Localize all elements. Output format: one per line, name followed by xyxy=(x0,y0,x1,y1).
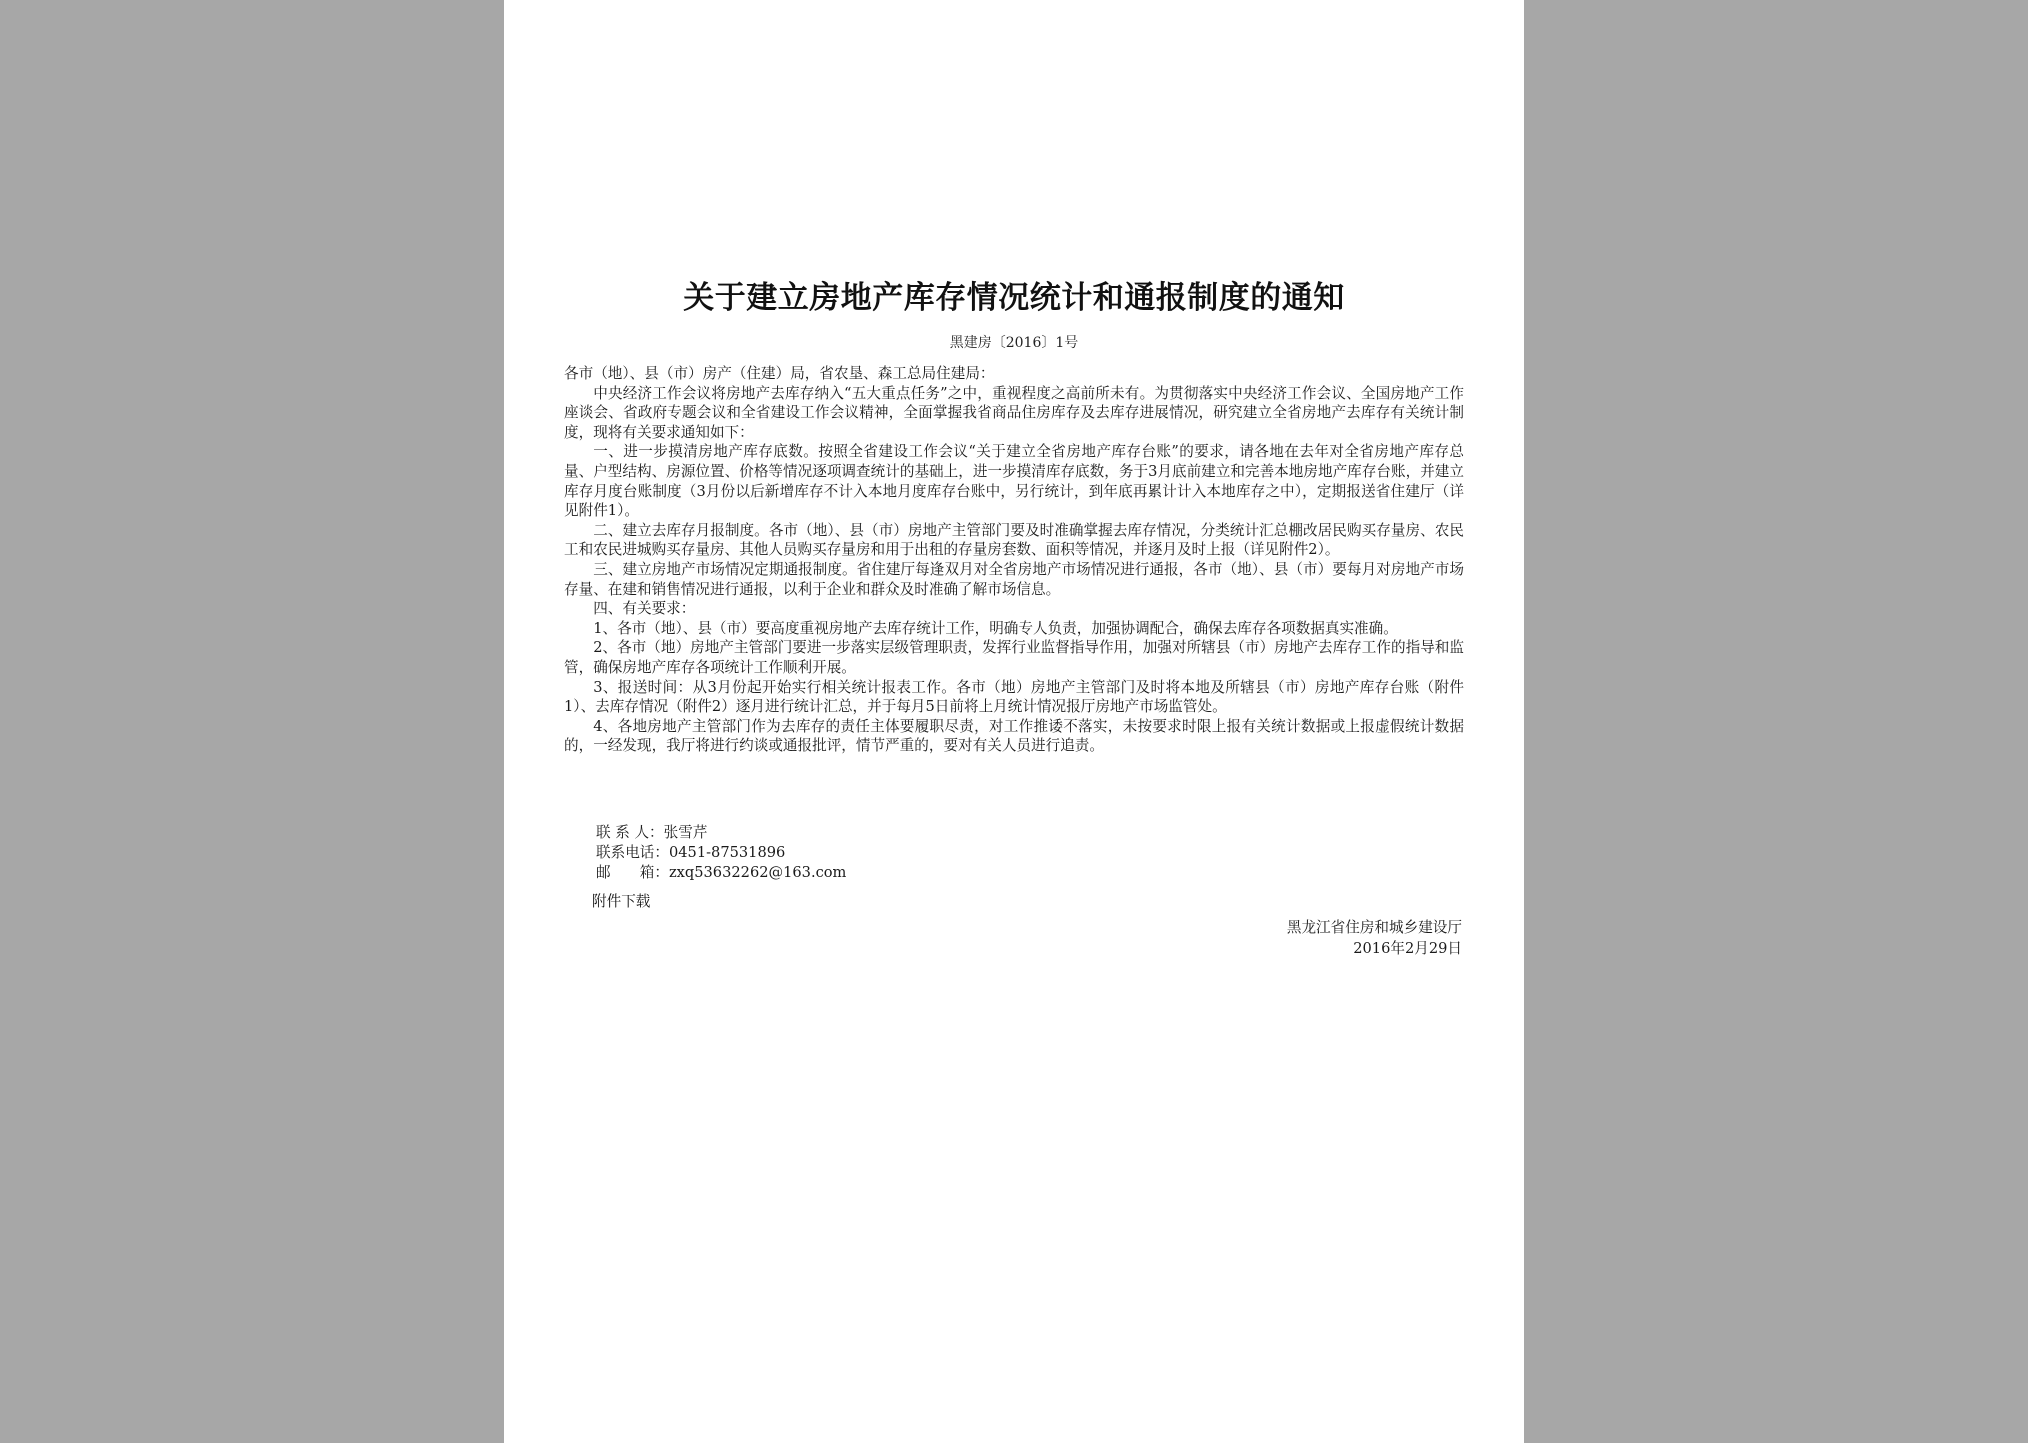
contact-phone: 联系电话：0451-87531896 xyxy=(596,844,786,861)
paragraph-section-2: 二、建立去库存月报制度。各市（地）、县（市）房地产主管部门要及时准确掌握去库存情况，分类统计汇总棚改居民购买存量房、农民工和农民进城购买存量房、其他人员购买存量房和用于出租的存量房套数、面积等情况，并逐月及时上报（详见附件2）。 xyxy=(564,521,1464,559)
paragraph-requirement-2: 2、各市（地）房地产主管部门要进一步落实层级管理职责，发挥行业监督指导作用，加强对所辖县（市）房地产去库存工作的指导和监管，确保房地产库存各项统计工作顺利开展。 xyxy=(564,639,1464,676)
document-page xyxy=(504,0,1524,1443)
paragraph-section-4-heading: 四、有关要求： xyxy=(593,600,696,618)
document-body xyxy=(564,364,1464,756)
document-title: 关于建立房地产库存情况统计和通报制度的通知 xyxy=(683,280,1345,316)
contact-email: 邮 箱：zxq53632262@163.com xyxy=(596,864,847,881)
paragraph-intro: 中央经济工作会议将房地产去库存纳入“五大重点任务”之中，重视程度之高前所未有。为贯彻落实中央经济工作会议、全国房地产工作座谈会、省政府专题会议和全省建设工作会议精神，全面掌握我省商品住房库存及去库存进展情况，研究建立全省房地产去库存有关统计制度，现将有关要求通知如下： xyxy=(564,384,1464,441)
addressee: 各市（地）、县（市）房产（住建）局，省农垦、森工总局住建局： xyxy=(564,365,995,382)
contact-person: 联 系 人：张雪芹 xyxy=(596,824,708,841)
document-number: 黑建房〔2016〕1号 xyxy=(949,335,1079,351)
contact-block xyxy=(596,823,846,883)
issue-date: 2016年2月29日 xyxy=(1353,940,1462,957)
paragraph-requirement-4: 4、各地房地产主管部门作为去库存的责任主体要履职尽责，对工作推诿不落实，未按要求时限上报有关统计数据或上报虚假统计数据的，一经发现，我厅将进行约谈或通报批评，情节严重的，要对有关人员进行追责。 xyxy=(564,717,1464,755)
paragraph-requirement-1: 1、各市（地）、县（市）要高度重视房地产去库存统计工作，明确专人负责，加强协调配合，确保去库存各项数据真实准确。 xyxy=(593,619,1398,637)
paragraph-requirement-3: 3、报送时间：从3月份起开始实行相关统计报表工作。各市（地）房地产主管部门及时将本地及所辖县（市）房地产库存台账（附件1）、去库存情况（附件2）逐月进行统计汇总，并于每月5日前将上月统计情况报厅房地产市场监管处。 xyxy=(564,678,1464,716)
paragraph-section-3: 三、建立房地产市场情况定期通报制度。省住建厅每逢双月对全省房地产市场情况进行通报，各市（地）、县（市）要每月对房地产市场存量、在建和销售情况进行通报，以利于企业和群众及时准确了解市场信息。 xyxy=(564,560,1464,598)
paragraph-section-1: 一、进一步摸清房地产库存底数。按照全省建设工作会议“关于建立全省房地产库存台账”的要求，请各地在去年对全省房地产库存总量、户型结构、房源位置、价格等情况逐项调查统计的基础上，进一步摸清库存底数，务于3月底前建立和完善本地房地产库存台账，并建立库存月度台账制度（3月份以后新增库存不计入本地月度库存台账中，另行统计，到年底再累计计入本地库存之中），定期报送省住建厅（详见附件1）。 xyxy=(564,443,1464,520)
signature-block xyxy=(1287,917,1462,959)
attachment-download-link[interactable]: 附件下载 xyxy=(592,893,651,910)
issuer-name: 黑龙江省住房和城乡建设厅 xyxy=(1286,919,1462,936)
